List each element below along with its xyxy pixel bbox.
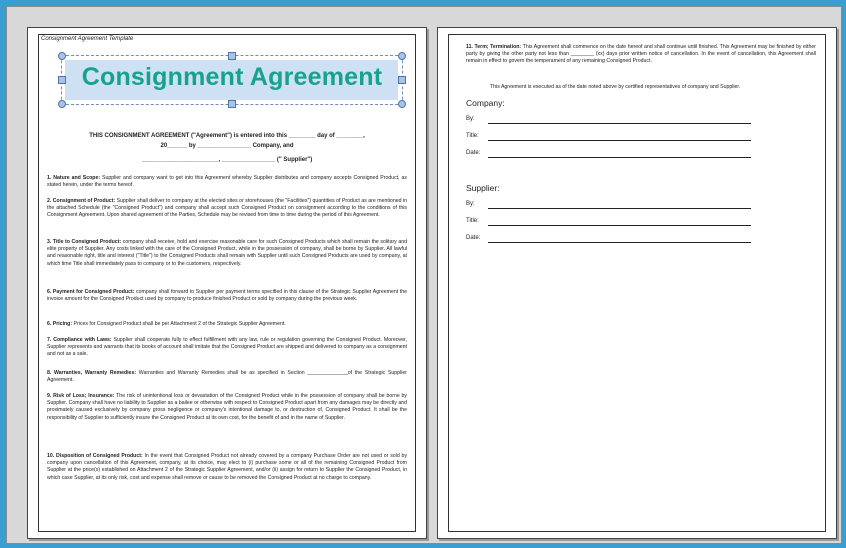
supplier-heading: Supplier: bbox=[466, 183, 500, 193]
supplier-title-field[interactable] bbox=[466, 218, 751, 228]
resize-handle-left[interactable] bbox=[58, 76, 66, 84]
title-label: Title: bbox=[466, 218, 479, 224]
title-label: Title: bbox=[466, 133, 479, 139]
section-1: 1. Nature and Scope: Supplier and company want to get into this Agreement whereby Supplier distributes and company accepts Consigned Product, as stated herein, under the terms hereof. bbox=[47, 175, 407, 189]
resize-handle-right[interactable] bbox=[398, 76, 406, 84]
signature-line bbox=[488, 225, 751, 226]
document-title: Consignment Agreement bbox=[81, 63, 383, 91]
section-6-pricing: 6. Pricing: Prices for Consigned Product shall be per Attachment 2 of the Strategic Supplier Agreement. bbox=[47, 321, 286, 327]
by-label: By: bbox=[466, 201, 475, 207]
intro-line-1: THIS CONSIGNMENT AGREEMENT ("Agreement") is entered into this ________ day of ________, bbox=[89, 133, 365, 139]
intro-line-2: 20______ by ________________ Company, and bbox=[160, 143, 294, 149]
date-label: Date: bbox=[466, 150, 481, 156]
section-6-payment: 6. Payment for Consigned Product: company shall forward to Supplier per payment terms specified in this clause of the Strategic Supplier Agreement the invoice amount for the Consigned Product used by company to produce finished Product or sold by company during the previous week. bbox=[47, 289, 407, 303]
resize-handle-bottom-right[interactable] bbox=[398, 100, 406, 108]
section-3: 3. Title to Consigned Product: company shall receive, hold and exercise reasonable care for such Consigned Products which shall remain the solitary and elite property of Supplier. Any costs linked with the care of the Consigned Product, while in the possession of company, shall be borne by Supplier. All lawful and reasonable right, title and interest ("Title") to the Consigned Products shall remain with Supplier until such Consigned Products are used by company, at which time Title shall immediately pass to company or to the customers, respectively. bbox=[47, 239, 407, 267]
execution-statement: This Agreement is executed as of the date noted above by certified representatives of company and Supplier. bbox=[490, 84, 741, 90]
company-heading: Company: bbox=[466, 98, 505, 108]
section-7: 7. Compliance with Laws: Supplier shall cooperate fully to effect fulfillment with any law, rule or regulation governing the Consigned Product. Moreover, Supplier represents and warrants that its books of account shall imitate that the Consigned Product are shipped and delivered to company as a consignment and not as a sale. bbox=[47, 337, 407, 358]
title-text-box[interactable] bbox=[61, 55, 403, 105]
resize-handle-bottom[interactable] bbox=[228, 100, 236, 108]
resize-handle-bottom-left[interactable] bbox=[58, 100, 66, 108]
company-by-field[interactable] bbox=[466, 116, 751, 126]
template-label: Consignment Agreement Template bbox=[41, 36, 134, 42]
signature-line bbox=[488, 157, 751, 158]
document-viewer bbox=[6, 6, 842, 544]
section-8: 8. Warranties, Warranty Remedies: Warranties and Warranty Remedies shall be as specified in Section ______________of the Strategic Supplier Agreement. bbox=[47, 370, 407, 384]
section-10: 10. Disposition of Consigned Product: In the event that Consigned Product not already covered by a company Purchase Order are not used or sold by company upon cancellation of this Agreement, company, at its choice, may elect to (i) purchase some or all of the remaining Consigned Product from Supplier at the price(s) established on Attachment 2 of the Strategic Supplier Agreement, and/or (ii) assign for return to Supplier the Consigned Product, in which case Supplier, at its only risk, cost and expense shall remove or cause to be removed the Consigned Product at no charge to company. bbox=[47, 453, 407, 481]
section-9: 9. Risk of Loss; Insurance: The risk of unintentional loss or devastation of the Consigned Product while in the possession of company shall be borne by Supplier. Company shall have no liability to Supplier as a bailee or otherwise with respect to Consigned Product apart from any damages may be directly and proximately caused exclusively by company gross negligence or company's intentional damage to, or destruction of, Consigned Product. It shall be the responsibility of Supplier to sufficiently insure the Consigned Product at its own cost, for the benefit of and in the name of Supplier. bbox=[47, 393, 407, 421]
company-title-field[interactable] bbox=[466, 133, 751, 143]
signature-line bbox=[488, 242, 751, 243]
section-2: 2. Consignment of Product: Supplier shall deliver to company at the elected sites or storehouses (the "Facilities") quantities of Product as are mentioned in the attached Schedule (the "Consigned Product") and company shall accept such Consigned Product on consignment according to the conditions of this Consignment Agreement. Upon shared agreement of the Parties, Schedule may be revised from time to time during the period of this Agreement. bbox=[47, 198, 407, 219]
resize-handle-top[interactable] bbox=[228, 52, 236, 60]
page-2 bbox=[437, 27, 837, 539]
page-1 bbox=[27, 27, 427, 539]
signature-line bbox=[488, 208, 751, 209]
company-date-field[interactable] bbox=[466, 150, 751, 160]
resize-handle-top-right[interactable] bbox=[398, 52, 406, 60]
page-border bbox=[448, 34, 826, 532]
date-label: Date: bbox=[466, 235, 481, 241]
page-border bbox=[38, 34, 416, 532]
resize-handle-top-left[interactable] bbox=[58, 52, 66, 60]
supplier-date-field[interactable] bbox=[466, 235, 751, 245]
signature-line bbox=[488, 123, 751, 124]
intro-line-3: _______________________, ________________ (" Supplier") bbox=[141, 157, 313, 163]
signature-line bbox=[488, 140, 751, 141]
supplier-by-field[interactable] bbox=[466, 201, 751, 211]
by-label: By: bbox=[466, 116, 475, 122]
section-11: 11. Term; Termination: This Agreement shall commence on the date hereof and shall continue until finished. This Agreement may be finished by either party by giving the other party not less than ________ (xx) days prior written notice of cancellation. In the event of cancellation, this Agreement shall remain in effect to govern the temperament of any remaining Consigned Product. bbox=[466, 44, 816, 64]
